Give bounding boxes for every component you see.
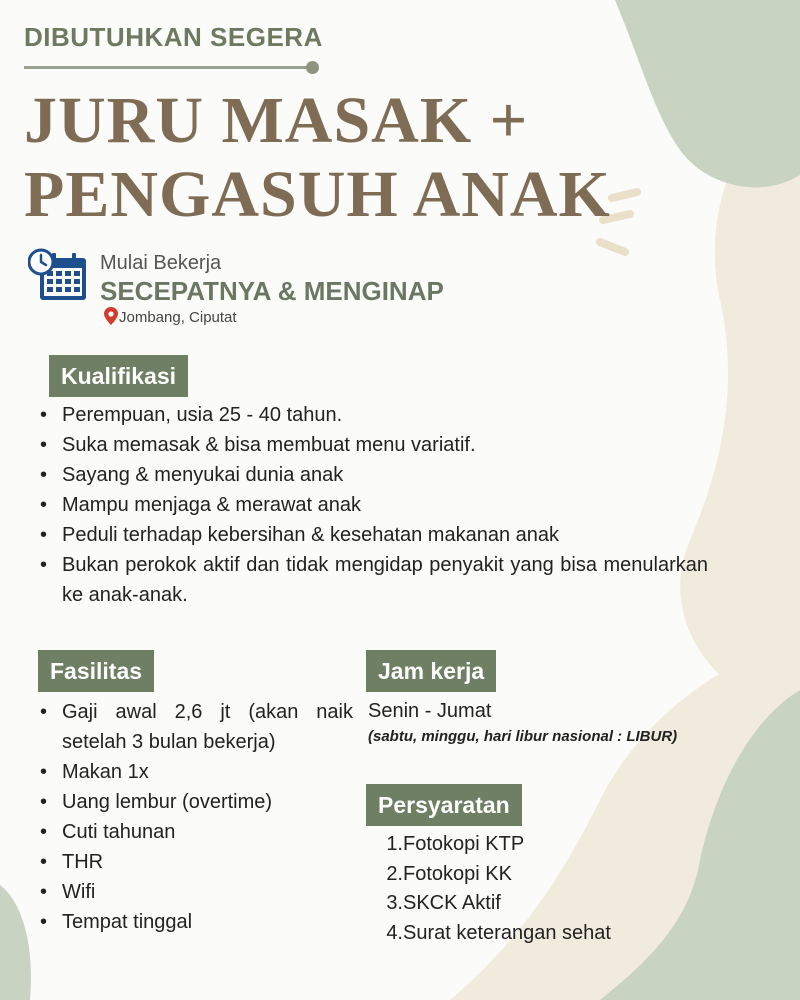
fasilitas-list	[38, 697, 353, 937]
list-item: • Peduli terhadap kebersihan & kesehatan makanan anak	[38, 520, 708, 550]
persyaratan-list	[385, 830, 611, 948]
list-item: • Perempuan, usia 25 - 40 tahun.	[38, 400, 708, 430]
item-text: Fotokopi KTP	[403, 833, 525, 855]
page-title	[24, 84, 611, 232]
list-item: • Makan 1x	[38, 757, 353, 787]
item-text: Fotokopi KK	[403, 862, 512, 885]
list-item: • Wifi	[38, 877, 353, 907]
item-text: SKCK Aktif	[403, 892, 501, 914]
list-item	[385, 889, 611, 919]
list-item: • Suka memasak & bisa membuat menu variatif.	[38, 430, 708, 460]
location-text: Jombang, Ciputat	[119, 309, 237, 326]
title-line-2: PENGASUH ANAK	[24, 158, 611, 231]
list-item	[385, 860, 611, 890]
list-item: • Tempat tinggal	[38, 907, 353, 937]
persyaratan-heading: Persyaratan	[366, 784, 522, 826]
kualifikasi-heading: Kualifikasi	[49, 355, 188, 397]
item-text: Surat keterangan sehat	[403, 921, 611, 944]
kualifikasi-list	[38, 400, 708, 610]
list-item: • Sayang & menyukai dunia anak	[38, 460, 708, 490]
list-item: • Cuti tahunan	[38, 817, 353, 847]
start-label: Mulai Bekerja	[100, 252, 222, 274]
working-days: Senin - Jumat	[368, 700, 492, 722]
list-item: • Gaji awal 2,6 jt (akan naik setelah 3 bulan bekerja)	[38, 697, 353, 757]
list-item: • Mampu menjaga & merawat anak	[38, 490, 708, 520]
item-number: 1.	[386, 833, 403, 855]
item-number: 3.	[386, 892, 403, 914]
list-item: • Uang lembur (overtime)	[38, 787, 353, 817]
calendar-clock-icon	[28, 248, 90, 302]
holiday-note: (sabtu, minggu, hari libur nasional : LIBUR)	[368, 728, 678, 745]
location-pin-icon	[104, 307, 118, 325]
kicker-divider	[24, 66, 310, 69]
list-item	[385, 830, 611, 860]
title-line-1: JURU MASAK +	[24, 84, 529, 157]
start-value: SECEPATNYA & MENGINAP	[100, 276, 444, 306]
item-number: 2.	[386, 862, 403, 885]
fasilitas-heading: Fasilitas	[38, 650, 154, 692]
list-item: • Bukan perokok aktif dan tidak mengidap penyakit yang bisa menularkan ke anak-anak.	[38, 550, 708, 610]
jam-kerja-heading: Jam kerja	[366, 650, 496, 692]
kicker-text: DIBUTUHKAN SEGERA	[24, 22, 323, 52]
list-item	[385, 919, 611, 949]
list-item: • THR	[38, 847, 353, 877]
kicker-divider-dot	[306, 61, 319, 74]
item-number: 4.	[386, 921, 403, 944]
